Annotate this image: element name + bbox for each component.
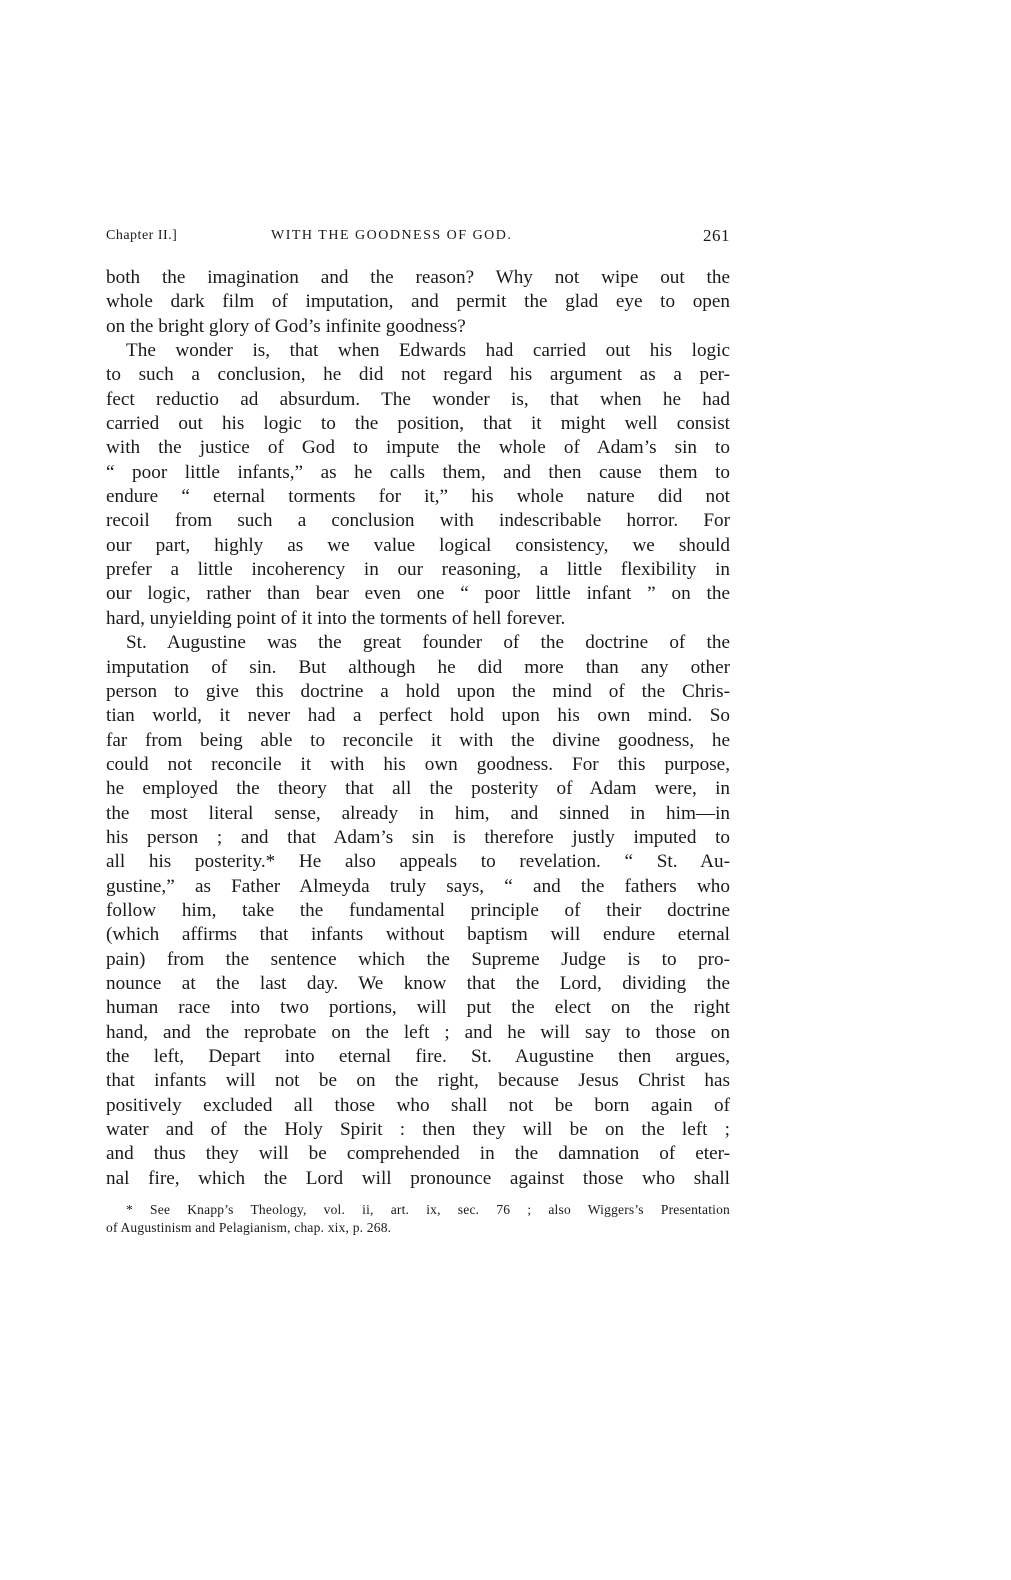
book-page [106,220,730,1237]
text-line: water and of the Holy Spirit : then they will be on the left ; [106,1119,730,1141]
text-line: carried out his logic to the position, that it might well consist [106,413,730,435]
page-number: 261 [703,226,730,245]
text-line: he employed the theory that all the posterity of Adam were, in [106,778,730,800]
text-line: gustine,” as Father Almeyda truly says, “ and the fathers who [106,875,730,897]
running-head [106,220,730,250]
text-line: recoil from such a conclusion with indescribable horror. For [106,510,730,532]
text-line: nal fire, which the Lord will pronounce against those who shall [106,1167,730,1189]
text-line: whole dark film of imputation, and permit the glad eye to open [106,291,730,313]
text-line: The wonder is, that when Edwards had carried out his logic [126,340,730,362]
text-line: “ poor little infants,” as he calls them, and then cause them to [106,461,730,483]
text-line: far from being able to reconcile it with the divine goodness, he [106,729,730,751]
text-line: that infants will not be on the right, because Jesus Christ has [106,1070,730,1092]
footnote [106,1201,730,1237]
text-line: could not reconcile it with his own goodness. For this purpose, [106,753,730,775]
text-line: fect reductio ad absurdum. The wonder is, that when he had [106,388,730,410]
text-line: our part, highly as we value logical consistency, we should [106,534,730,556]
text-line: (which affirms that infants without baptism will endure eternal [106,924,730,946]
running-head-chapter: Chapter II.] [106,228,178,243]
text-line: and thus they will be comprehended in the damnation of eter- [106,1143,730,1165]
text-line: hand, and the reprobate on the left ; and he will say to those on [106,1021,730,1043]
text-line: his person ; and that Adam’s sin is therefore justly imputed to [106,826,730,848]
footnote-line: * See Knapp’s Theology, vol. ii, art. ix, sec. 76 ; also Wiggers’s Presentation [126,1202,730,1218]
text-line: endure “ eternal torments for it,” his whole nature did not [106,486,730,508]
text-line: hard, unyielding point of it into the torments of hell forever. [106,607,566,629]
text-line: all his posterity.* He also appeals to revelation. “ St. Au- [106,851,730,873]
body-text [106,266,730,1191]
text-line: prefer a little incoherency in our reasoning, a little flexibility in [106,559,730,581]
text-line: nounce at the last day. We know that the Lord, dividing the [106,972,730,994]
text-line: human race into two portions, will put the elect on the right [106,997,730,1019]
text-line: the left, Depart into eternal fire. St. Augustine then argues, [106,1046,730,1067]
text-line: the most literal sense, already in him, and sinned in him—in [106,802,730,824]
text-line: tian world, it never had a perfect hold upon his own mind. So [106,705,730,727]
text-line: to such a conclusion, he did not regard his argument as a per- [106,364,730,386]
text-line: both the imagination and the reason? Why not wipe out the [106,267,730,288]
running-head-title: WITH THE GOODNESS OF GOD. [271,228,513,243]
text-line: imputation of sin. But although he did more than any other [106,656,730,678]
text-line: pain) from the sentence which the Supreme Judge is to pro- [106,948,730,970]
text-line: on the bright glory of God’s infinite goodness? [106,315,466,337]
text-line: St. Augustine was the great founder of the doctrine of the [126,632,730,654]
text-line: person to give this doctrine a hold upon the mind of the Chris- [106,680,730,702]
text-line: with the justice of God to impute the whole of Adam’s sin to [106,437,730,459]
text-line: follow him, take the fundamental principle of their doctrine [106,899,730,921]
text-line: our logic, rather than bear even one “ poor little infant ” on the [106,583,730,605]
text-line: positively excluded all those who shall not be born again of [106,1094,730,1116]
footnote-line: of Augustinism and Pelagianism, chap. xix, p. 268. [106,1220,392,1236]
